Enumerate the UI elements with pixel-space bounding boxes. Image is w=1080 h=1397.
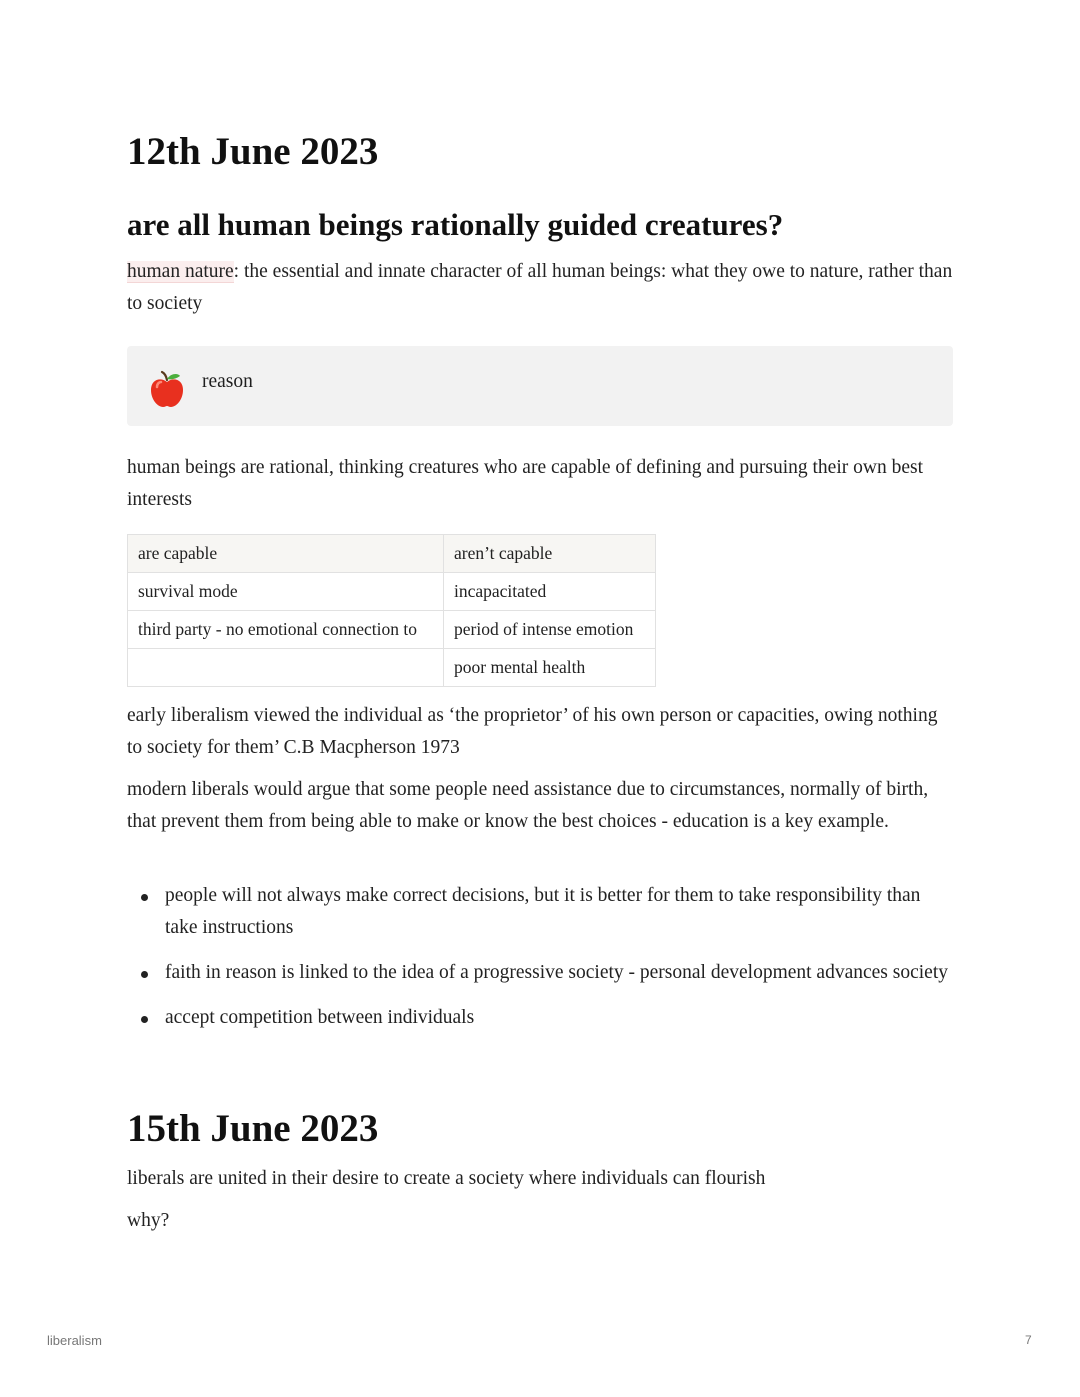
- table-cell: period of intense emotion: [444, 611, 656, 649]
- definition-term: human nature: [127, 261, 234, 282]
- definition-paragraph: [127, 256, 953, 320]
- table-cell: [128, 649, 444, 687]
- table-cell: poor mental health: [444, 649, 656, 687]
- bullet-icon: [141, 1016, 148, 1023]
- table-header-row: [128, 535, 656, 573]
- early-liberalism-paragraph: early liberalism viewed the individual as ‘the proprietor’ of his own person or capacities, owing nothing to society for them’ C.B Macpherson 1973: [127, 705, 938, 758]
- rational-paragraph: human beings are rational, thinking creatures who are capable of defining and pursuing their own best interests: [127, 457, 923, 510]
- bullet-icon: [141, 971, 148, 978]
- capability-table: [127, 534, 656, 687]
- callout-text: reason: [202, 371, 253, 392]
- united-paragraph: liberals are united in their desire to create a society where individuals can flourish: [127, 1168, 766, 1189]
- list-item: [127, 957, 953, 989]
- bullet-list: [127, 880, 953, 1047]
- table-header-cell: are capable: [128, 535, 444, 573]
- list-item-text: accept competition between individuals: [165, 1007, 475, 1028]
- question-heading: are all human beings rationally guided creatures?: [127, 207, 784, 242]
- callout-box: [127, 346, 953, 426]
- table-cell: third party - no emotional connection to: [128, 611, 444, 649]
- table-cell: incapacitated: [444, 573, 656, 611]
- list-item: [127, 1002, 953, 1034]
- table-row: [128, 573, 656, 611]
- bullet-icon: [141, 894, 148, 901]
- list-item-text: people will not always make correct decisions, but it is better for them to take responsibility than take instructions: [165, 885, 921, 938]
- definition-text: : the essential and innate character of all human beings: what they owe to nature, rather than to society: [127, 261, 953, 314]
- why-paragraph: why?: [127, 1210, 170, 1231]
- table-cell: survival mode: [128, 573, 444, 611]
- table-row: [128, 649, 656, 687]
- list-item: [127, 880, 953, 944]
- list-item-text: faith in reason is linked to the idea of a progressive society - personal development advances society: [165, 962, 948, 983]
- modern-liberals-paragraph: modern liberals would argue that some people need assistance due to circumstances, normally of birth, that prevent them from being able to make or know the best choices - education is a key example.: [127, 779, 929, 832]
- date-heading-12-june: 12th June 2023: [127, 130, 379, 173]
- page-number: 7: [1025, 1333, 1032, 1347]
- table-row: [128, 611, 656, 649]
- red-apple-icon: [149, 370, 185, 408]
- table-header-cell: aren’t capable: [444, 535, 656, 573]
- footer-title: liberalism: [47, 1333, 102, 1348]
- date-heading-15-june: 15th June 2023: [127, 1107, 379, 1150]
